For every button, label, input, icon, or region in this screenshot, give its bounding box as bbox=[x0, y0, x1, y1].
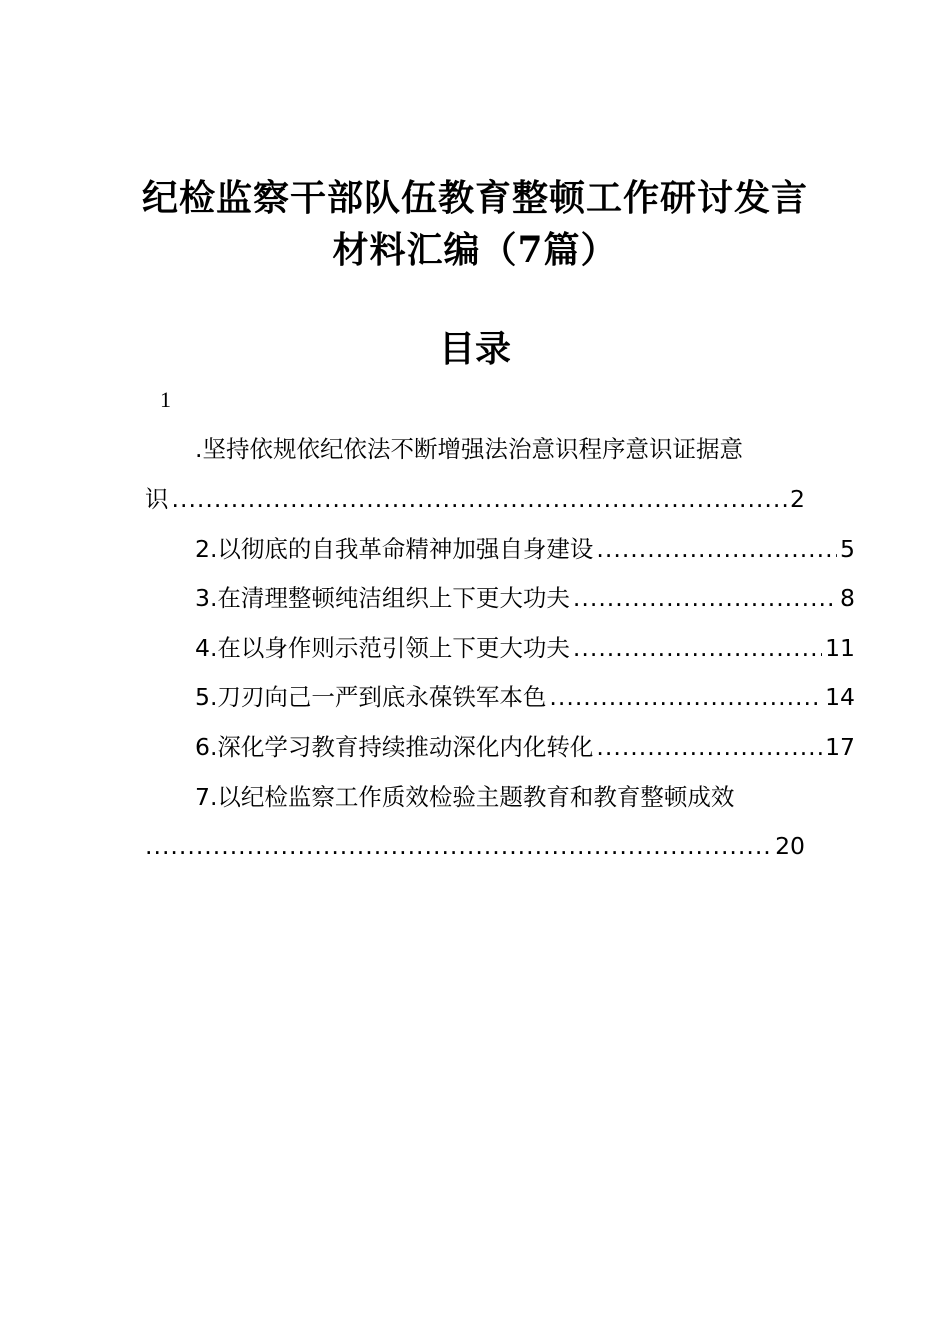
toc-page-number: 8 bbox=[840, 584, 855, 612]
toc-entry-1-line-2[interactable] bbox=[145, 474, 805, 524]
document-title-line-1: 纪检监察干部队伍教育整顿工作研讨发言 bbox=[141, 177, 808, 219]
toc-page-number: 2 bbox=[790, 485, 805, 513]
toc-entry-3[interactable] bbox=[145, 573, 855, 623]
page-number-marker: 1 bbox=[160, 387, 171, 412]
toc-dot-leader bbox=[596, 722, 822, 772]
toc-entry-text: 2.以彻底的自我革命精神加强自身建设 bbox=[195, 535, 594, 563]
toc-entry-2[interactable] bbox=[145, 524, 855, 574]
toc-entry-text: 6.深化学习教育持续推动深化内化转化 bbox=[195, 733, 594, 761]
toc-entry-text: 4.在以身作则示范引领上下更大功夫 bbox=[195, 634, 570, 662]
toc-entry-7-line-2[interactable] bbox=[145, 821, 805, 871]
toc-page-number: 20 bbox=[775, 832, 805, 860]
toc-dot-leader bbox=[573, 623, 822, 673]
toc-heading: 目录 bbox=[438, 328, 511, 370]
toc-entry-7-line-1[interactable] bbox=[145, 772, 855, 822]
toc-entry-5[interactable] bbox=[145, 672, 855, 722]
toc-dot-leader bbox=[172, 474, 788, 524]
toc-dot-leader bbox=[573, 573, 837, 623]
toc-entry-text: 识 bbox=[145, 485, 169, 513]
toc-page-number: 5 bbox=[840, 535, 855, 563]
toc-page-number: 14 bbox=[825, 683, 855, 711]
toc-entry-4[interactable] bbox=[145, 623, 855, 673]
toc-dot-leader bbox=[596, 524, 837, 574]
toc-entry-text: 7.以纪检监察工作质效检验主题教育和教育整顿成效 bbox=[195, 783, 735, 811]
toc-dot-leader bbox=[145, 821, 772, 871]
toc-page-number: 17 bbox=[825, 733, 855, 761]
toc-entry-6[interactable] bbox=[145, 722, 855, 772]
toc-entry-text: 3.在清理整顿纯洁组织上下更大功夫 bbox=[195, 584, 570, 612]
document-title-line-2: 材料汇编（7篇） bbox=[332, 229, 618, 271]
toc-entry-text: .坚持依规依纪依法不断增强法治意识程序意识证据意 bbox=[195, 435, 743, 463]
toc-entry-1-line-1[interactable] bbox=[145, 424, 855, 474]
toc-entry-text: 5.刀刃向己一严到底永葆铁军本色 bbox=[195, 683, 547, 711]
toc-page-number: 11 bbox=[825, 634, 855, 662]
toc-dot-leader bbox=[549, 672, 822, 722]
